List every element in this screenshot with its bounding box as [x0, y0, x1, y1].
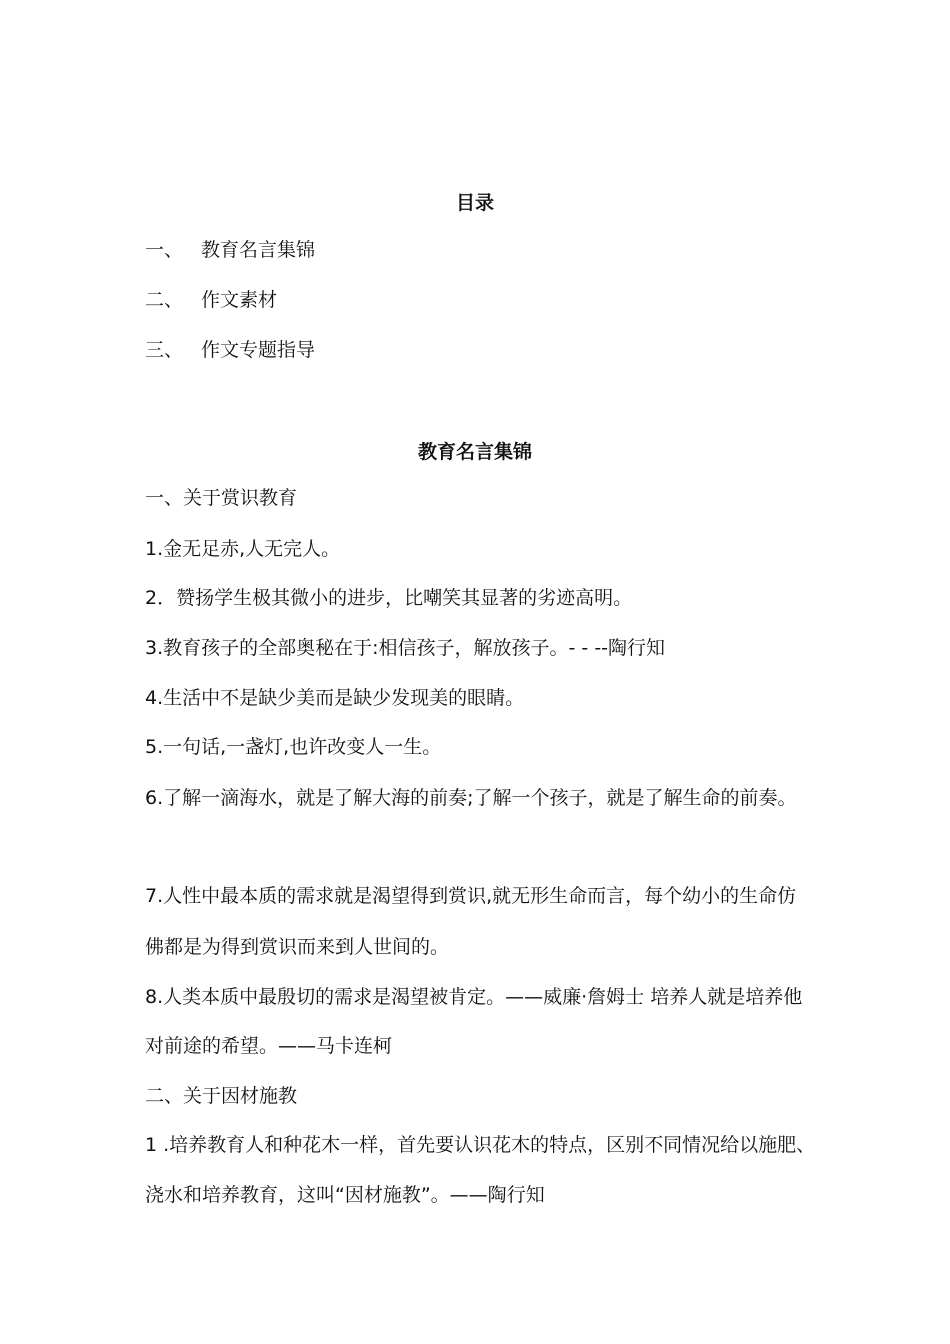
quote-line: 对前途的希望。——马卡连柯: [145, 1035, 393, 1057]
quote-line: 1.金无足赤,人无完人。: [145, 538, 341, 560]
toc-item-3-text: 作文专题指导: [201, 339, 316, 361]
toc-item-2-number: 二、: [145, 289, 184, 311]
quote-line: 7.人性中最本质的需求就是渴望得到赏识,就无形生命而言，每个幼小的生命仿: [145, 885, 797, 907]
quote-line: 5.一句话,一盏灯,也许改变人一生。: [145, 736, 442, 758]
toc-item-1-number: 一、: [145, 239, 184, 261]
quote-line: 8.人类本质中最殷切的需求是渴望被肯定。——威廉·詹姆士 培养人就是培养他: [145, 986, 803, 1008]
quote-line: 3.教育孩子的全部奥秘在于:相信孩子，解放孩子。- - --陶行知: [145, 637, 666, 659]
quote-line: 2．赞扬学生极其微小的进步，比嘲笑其显著的劣迹高明。: [145, 587, 633, 609]
section-heading-individualized: 二、关于因材施教: [145, 1085, 298, 1107]
toc-item-2-text: 作文素材: [201, 289, 278, 311]
section-heading-appreciation: 一、关于赏识教育: [145, 487, 298, 509]
toc-item-3-number: 三、: [145, 339, 184, 361]
toc-item-1-text: 教育名言集锦: [201, 239, 316, 261]
quote-line: 6.了解一滴海水，就是了解大海的前奏;了解一个孩子，就是了解生命的前奏。: [145, 787, 797, 809]
quote-line: 佛都是为得到赏识而来到人世间的。: [145, 936, 450, 958]
quote-line: 1 .培养教育人和种花木一样，首先要认识花木的特点，区别不同情况给以施肥、: [145, 1134, 816, 1156]
section-title: 教育名言集锦: [417, 441, 532, 463]
toc-title: 目录: [455, 192, 494, 214]
quote-line: 4.生活中不是缺少美而是缺少发现美的眼睛。: [145, 687, 525, 709]
quote-line: 浇水和培养教育，这叫“因材施教”。——陶行知: [145, 1184, 545, 1206]
